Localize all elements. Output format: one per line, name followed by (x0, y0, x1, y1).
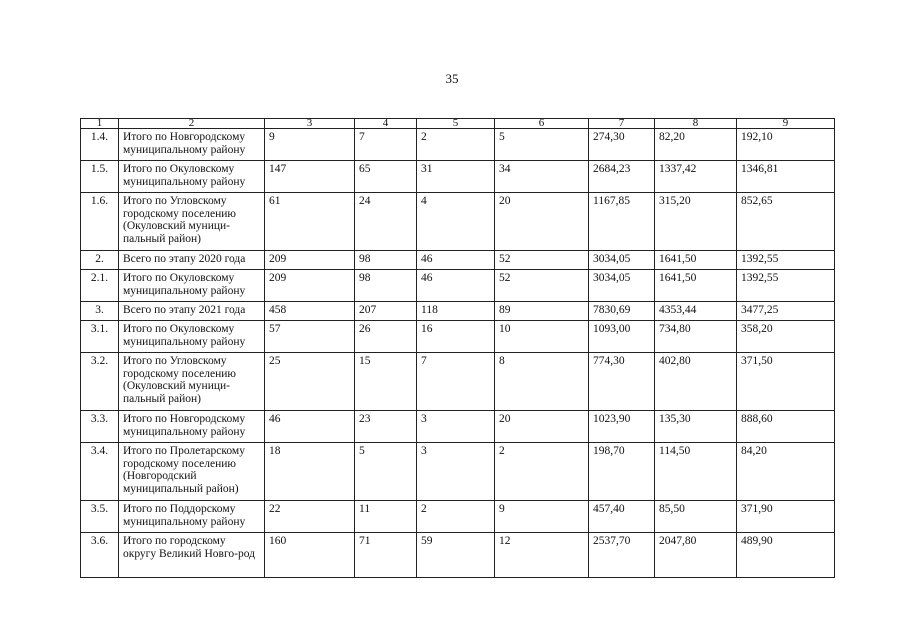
column-header-7: 7 (589, 119, 655, 129)
cell-c7: 2537,70 (589, 533, 655, 578)
cell-c6: 20 (495, 193, 589, 251)
row-number-cell: 3.4. (81, 443, 119, 501)
row-name-cell: Всего по этапу 2021 года (119, 302, 265, 321)
table-row (81, 270, 835, 302)
column-header-6: 6 (495, 119, 589, 129)
row-name-cell: Итого по Угловскому городскому поселению (Окуловский муници-пальный район) (119, 193, 265, 251)
cell-c5: 2 (417, 501, 495, 533)
cell-c6: 52 (495, 251, 589, 270)
column-header-2: 2 (119, 119, 265, 129)
cell-c4: 23 (355, 411, 417, 443)
cell-c5: 59 (417, 533, 495, 578)
row-name-cell: Итого по Новгородскому муниципальному району (119, 411, 265, 443)
cell-c3: 147 (265, 161, 355, 193)
cell-c4: 5 (355, 443, 417, 501)
table-row (81, 161, 835, 193)
table-row (81, 129, 835, 161)
row-name-cell: Итого по Поддорскому муниципальному району (119, 501, 265, 533)
row-name-cell: Итого по Новгородскому муниципальному району (119, 129, 265, 161)
row-number-cell: 3.2. (81, 353, 119, 411)
cell-c3: 46 (265, 411, 355, 443)
row-number-cell: 3.3. (81, 411, 119, 443)
cell-c8: 82,20 (655, 129, 737, 161)
cell-c7: 3034,05 (589, 270, 655, 302)
table-row (81, 501, 835, 533)
cell-c8: 315,20 (655, 193, 737, 251)
cell-c7: 7830,69 (589, 302, 655, 321)
cell-c7: 1023,90 (589, 411, 655, 443)
cell-c9: 888,60 (737, 411, 835, 443)
cell-c5: 118 (417, 302, 495, 321)
cell-c5: 16 (417, 321, 495, 353)
cell-c7: 274,30 (589, 129, 655, 161)
cell-c8: 734,80 (655, 321, 737, 353)
cell-c4: 7 (355, 129, 417, 161)
cell-c7: 1093,00 (589, 321, 655, 353)
cell-c3: 18 (265, 443, 355, 501)
cell-c7: 2684,23 (589, 161, 655, 193)
table-row (81, 193, 835, 251)
cell-c8: 1641,50 (655, 251, 737, 270)
row-number-cell: 3. (81, 302, 119, 321)
cell-c3: 25 (265, 353, 355, 411)
cell-c3: 209 (265, 251, 355, 270)
cell-c7: 1167,85 (589, 193, 655, 251)
row-name-cell: Итого по Окуловскому муниципальному району (119, 270, 265, 302)
cell-c8: 135,30 (655, 411, 737, 443)
column-header-1: 1 (81, 119, 119, 129)
row-number-cell: 1.6. (81, 193, 119, 251)
row-number-cell: 3.5. (81, 501, 119, 533)
cell-c5: 46 (417, 270, 495, 302)
cell-c4: 98 (355, 251, 417, 270)
cell-c5: 31 (417, 161, 495, 193)
cell-c5: 7 (417, 353, 495, 411)
cell-c3: 57 (265, 321, 355, 353)
column-header-4: 4 (355, 119, 417, 129)
cell-c9: 852,65 (737, 193, 835, 251)
cell-c4: 65 (355, 161, 417, 193)
cell-c4: 15 (355, 353, 417, 411)
row-name-cell: Итого по Окуловскому муниципальному району (119, 321, 265, 353)
cell-c4: 24 (355, 193, 417, 251)
cell-c6: 52 (495, 270, 589, 302)
cell-c9: 371,90 (737, 501, 835, 533)
cell-c9: 192,10 (737, 129, 835, 161)
table-row (81, 411, 835, 443)
cell-c9: 1392,55 (737, 270, 835, 302)
cell-c9: 84,20 (737, 443, 835, 501)
cell-c6: 8 (495, 353, 589, 411)
page-number: 35 (445, 71, 459, 86)
cell-c3: 9 (265, 129, 355, 161)
row-name-cell: Итого по Окуловскому муниципальному району (119, 161, 265, 193)
cell-c9: 371,50 (737, 353, 835, 411)
cell-c3: 458 (265, 302, 355, 321)
table-row (81, 302, 835, 321)
column-header-5: 5 (417, 119, 495, 129)
row-number-cell: 3.6. (81, 533, 119, 578)
row-number-cell: 3.1. (81, 321, 119, 353)
table-row (81, 321, 835, 353)
row-name-cell: Всего по этапу 2020 года (119, 251, 265, 270)
cell-c4: 71 (355, 533, 417, 578)
cell-c6: 9 (495, 501, 589, 533)
row-number-cell: 1.5. (81, 161, 119, 193)
cell-c7: 198,70 (589, 443, 655, 501)
row-number-cell: 2. (81, 251, 119, 270)
row-name-cell: Итого по городскому округу Великий Новго-род (119, 533, 265, 578)
row-name-cell: Итого по Пролетарскому городскому поселению (Новгородский муниципальный район) (119, 443, 265, 501)
cell-c7: 457,40 (589, 501, 655, 533)
cell-c5: 3 (417, 411, 495, 443)
cell-c8: 1337,42 (655, 161, 737, 193)
cell-c3: 160 (265, 533, 355, 578)
cell-c9: 3477,25 (737, 302, 835, 321)
cell-c6: 5 (495, 129, 589, 161)
cell-c9: 1392,55 (737, 251, 835, 270)
table-body (81, 129, 835, 578)
cell-c9: 358,20 (737, 321, 835, 353)
row-number-cell: 2.1. (81, 270, 119, 302)
cell-c4: 26 (355, 321, 417, 353)
cell-c8: 2047,80 (655, 533, 737, 578)
cell-c4: 207 (355, 302, 417, 321)
data-table (80, 118, 835, 578)
table-header (81, 119, 835, 129)
cell-c8: 114,50 (655, 443, 737, 501)
cell-c9: 1346,81 (737, 161, 835, 193)
cell-c7: 774,30 (589, 353, 655, 411)
cell-c8: 402,80 (655, 353, 737, 411)
cell-c8: 85,50 (655, 501, 737, 533)
column-header-3: 3 (265, 119, 355, 129)
header-row (81, 119, 835, 129)
cell-c9: 489,90 (737, 533, 835, 578)
row-number-cell: 1.4. (81, 129, 119, 161)
row-name-cell: Итого по Угловскому городскому поселению (Окуловский муници-пальный район) (119, 353, 265, 411)
column-header-9: 9 (737, 119, 835, 129)
table-row (81, 533, 835, 578)
cell-c6: 89 (495, 302, 589, 321)
cell-c3: 209 (265, 270, 355, 302)
column-header-8: 8 (655, 119, 737, 129)
cell-c8: 4353,44 (655, 302, 737, 321)
cell-c5: 2 (417, 129, 495, 161)
cell-c5: 3 (417, 443, 495, 501)
cell-c6: 10 (495, 321, 589, 353)
table-row (81, 251, 835, 270)
cell-c8: 1641,50 (655, 270, 737, 302)
table-row (81, 443, 835, 501)
cell-c6: 2 (495, 443, 589, 501)
cell-c5: 46 (417, 251, 495, 270)
cell-c6: 34 (495, 161, 589, 193)
cell-c6: 20 (495, 411, 589, 443)
cell-c6: 12 (495, 533, 589, 578)
cell-c7: 3034,05 (589, 251, 655, 270)
cell-c3: 61 (265, 193, 355, 251)
cell-c4: 11 (355, 501, 417, 533)
cell-c4: 98 (355, 270, 417, 302)
cell-c3: 22 (265, 501, 355, 533)
table-row (81, 353, 835, 411)
cell-c5: 4 (417, 193, 495, 251)
